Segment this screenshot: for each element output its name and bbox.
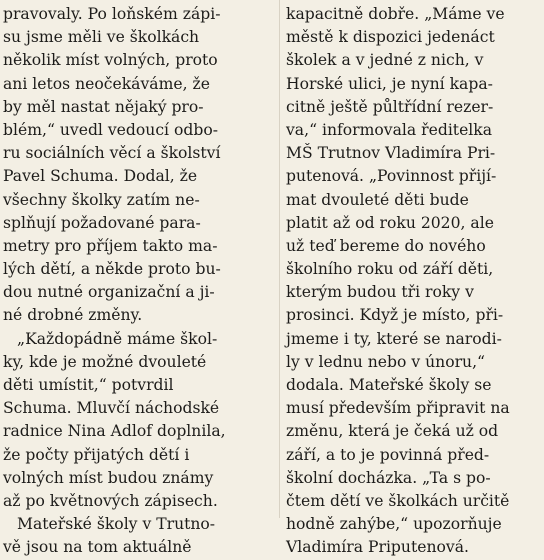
text-line: jmeme i ty, které se narodi-	[286, 329, 502, 348]
text-line: městě k dispozici jedenáct	[286, 28, 495, 47]
text-line: su jsme měli ve školkách	[3, 28, 200, 47]
text-line: kterým budou tři roky v	[286, 283, 474, 302]
text-line: MŠ Trutnov Vladimíra Pri-	[286, 144, 496, 163]
text-line: školek a v jedné z nich, v	[286, 51, 484, 70]
text-line: ani letos neočekáváme, že	[3, 74, 210, 93]
text-line: Pavel Schuma. Dodal, že	[3, 167, 198, 186]
text-line: pravovaly. Po loňském zápi-	[3, 5, 221, 23]
text-line: ru sociálních věcí a školství	[3, 144, 221, 163]
text-line: září, a to je povinná před-	[286, 445, 490, 464]
text-line: Vladimíra Priputenová.	[286, 538, 469, 557]
column-divider	[279, 0, 280, 518]
text-line: čtem dětí ve školkách určitě	[286, 491, 510, 510]
text-line: dou nutné organizační a ji-	[3, 283, 215, 302]
text-line: metry pro příjem takto ma-	[3, 236, 218, 255]
text-line: ky, kde je možné dvouleté	[3, 352, 207, 371]
text-line: volných míst budou známy	[3, 468, 214, 487]
article-column-left	[3, 3, 273, 560]
text-line: putenová. „Povinnost přijí-	[286, 167, 497, 186]
text-line: několik míst volných, proto	[3, 51, 218, 70]
text-line: splňují požadované para-	[3, 213, 201, 232]
text-line: prosinci. Když je místo, při-	[286, 306, 504, 325]
text-line: radnice Nina Adlof doplnila,	[3, 422, 226, 441]
text-line: kapacitně dobře. „Máme ve	[286, 5, 505, 23]
text-line: citně ještě půltřídní rezer-	[286, 97, 494, 116]
text-line: „Každopádně máme škol-	[17, 329, 218, 348]
article-column-right	[286, 3, 542, 560]
text-line: né drobné změny.	[3, 306, 143, 325]
text-line: Schuma. Mluvčí náchodské	[3, 399, 220, 418]
text-line: školní docházka. „Ta s po-	[286, 468, 491, 487]
text-line: by měl nastat nějaký pro-	[3, 97, 204, 116]
text-line: lých dětí, a někde proto bu-	[3, 260, 221, 279]
text-line: musí především připravit na	[286, 399, 510, 418]
text-line: Mateřské školy v Trutno-	[17, 515, 216, 534]
text-line: školního roku od září děti,	[286, 260, 494, 279]
text-line: dodala. Mateřské školy se	[286, 376, 492, 394]
text-line: platit až od roku 2020, ale	[286, 213, 494, 232]
text-line: va,“ informovala ředitelka	[286, 120, 493, 139]
text-line: až po květnových zápisech.	[3, 491, 218, 510]
text-line: že počty přijatých dětí i	[3, 445, 190, 464]
text-line: změnu, která je čeká už od	[286, 422, 499, 441]
text-line: mat dvouleté děti bude	[286, 190, 469, 209]
text-line: Horské ulici, je nyní kapa-	[286, 74, 493, 93]
text-line: ly v lednu nebo v únoru,“	[286, 352, 486, 371]
text-line: hodně zahýbe,“ upozorňuje	[286, 515, 502, 534]
text-line: blém,“ uvedl vedoucí odbo-	[3, 120, 219, 139]
text-line: všechny školky zatím ne-	[3, 190, 200, 209]
text-line: vě jsou na tom aktuálně	[3, 538, 192, 557]
text-line: už teď bereme do nového	[286, 236, 486, 255]
text-line: děti umístit,“ potvrdil	[3, 376, 174, 394]
